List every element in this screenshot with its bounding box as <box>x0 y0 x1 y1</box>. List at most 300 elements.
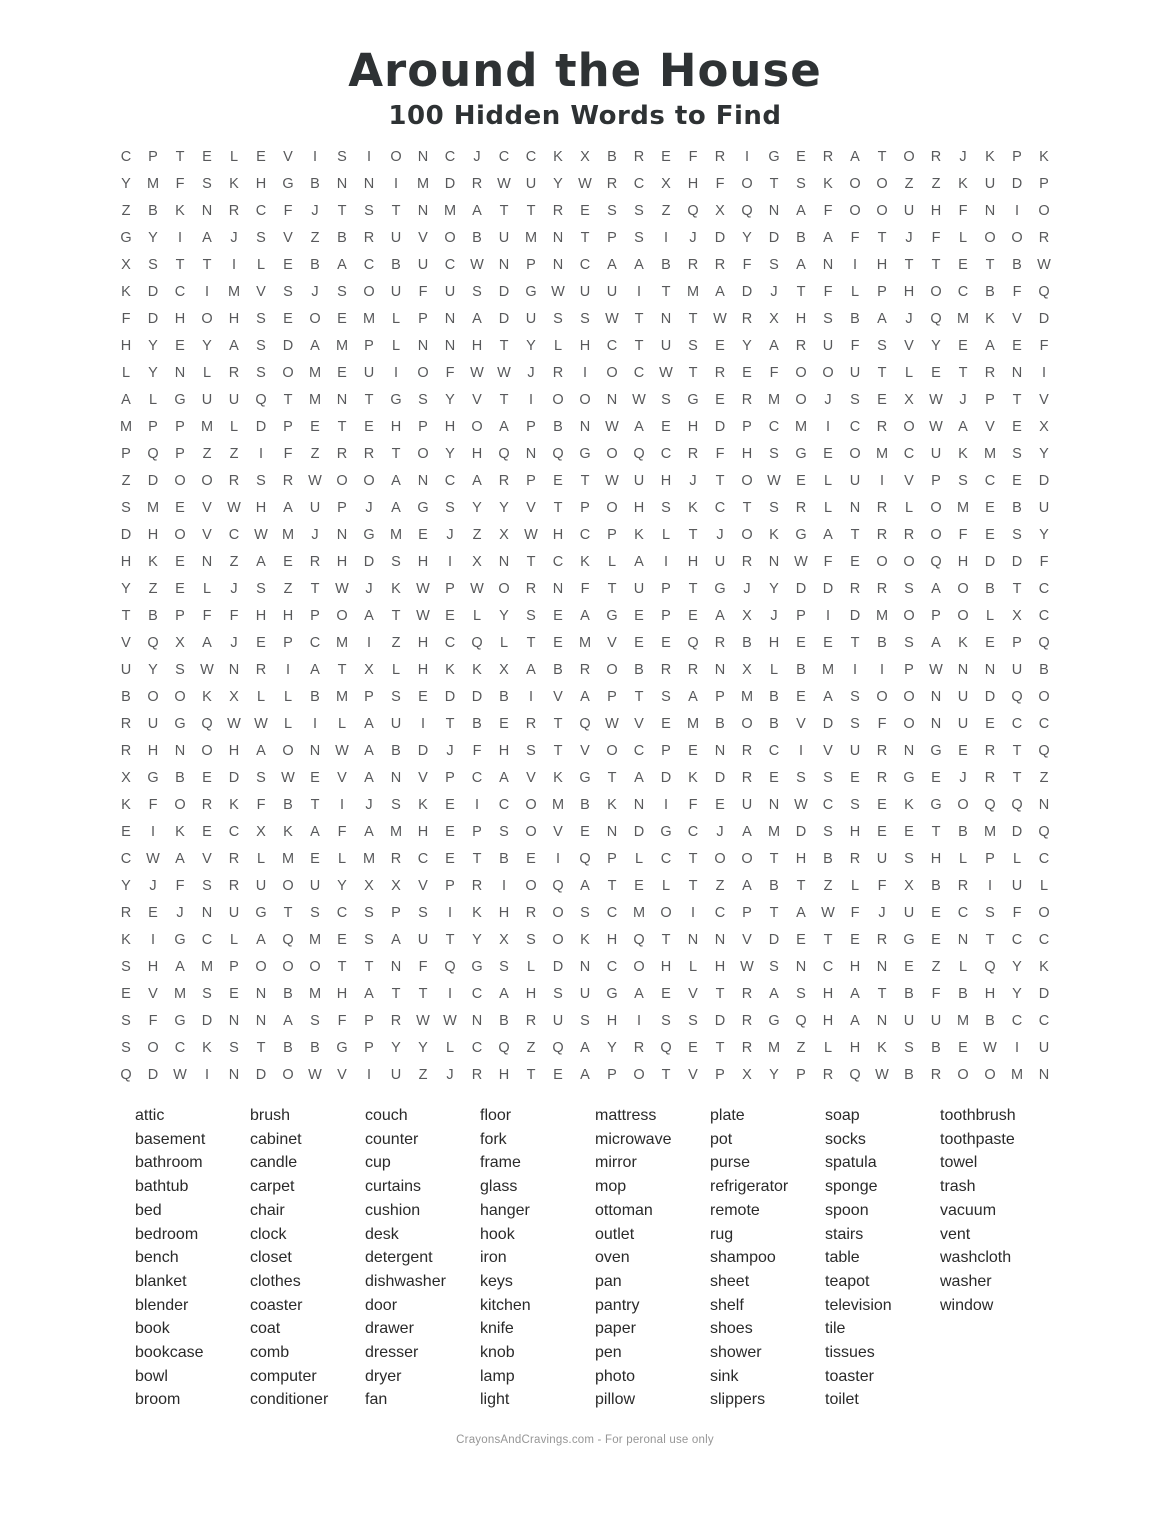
grid-letter: S <box>661 1012 671 1029</box>
grid-letter: H <box>255 175 267 192</box>
grid-letter: S <box>958 472 968 489</box>
grid-letter: H <box>741 445 753 462</box>
grid-letter: O <box>930 283 942 300</box>
grid-letter: P <box>364 337 374 354</box>
grid-letter: G <box>282 175 294 192</box>
grid-letter: U <box>228 904 240 921</box>
grid-letter: F <box>958 202 968 219</box>
grid-letter: U <box>390 229 402 246</box>
grid-letter: A <box>364 715 374 732</box>
grid-row <box>113 251 1058 278</box>
grid-letter: P <box>1012 634 1022 651</box>
grid-letter: T <box>526 634 536 651</box>
grid-letter: E <box>445 823 455 840</box>
word-list-column <box>365 1104 480 1412</box>
grid-letter: T <box>850 634 860 651</box>
grid-letter: A <box>580 877 590 894</box>
grid-letter: R <box>795 499 807 516</box>
grid-letter: H <box>147 958 159 975</box>
grid-letter: H <box>957 553 969 570</box>
grid-letter: G <box>930 742 942 759</box>
grid-letter: T <box>1012 742 1022 759</box>
grid-letter: L <box>472 607 482 624</box>
word-item: bookcase <box>135 1344 204 1362</box>
grid-letter: B <box>715 715 725 732</box>
grid-letter: S <box>121 499 131 516</box>
grid-letter: V <box>337 769 347 786</box>
grid-letter: Z <box>229 445 239 462</box>
word-item: pantry <box>595 1296 640 1314</box>
grid-letter: D <box>714 1012 726 1029</box>
grid-letter: R <box>525 715 537 732</box>
grid-letter: X <box>499 526 509 543</box>
grid-letter: R <box>282 472 294 489</box>
grid-letter: N <box>552 256 564 273</box>
grid-letter: V <box>796 715 806 732</box>
grid-letter: Q <box>633 931 645 948</box>
grid-letter: D <box>822 580 834 597</box>
grid-letter: W <box>200 661 214 678</box>
grid-letter: H <box>633 499 645 516</box>
grid-letter: O <box>957 796 969 813</box>
grid-letter: U <box>309 499 321 516</box>
grid-letter: I <box>501 877 507 894</box>
grid-letter: R <box>876 931 888 948</box>
grid-letter: D <box>984 688 996 705</box>
grid-letter: N <box>984 202 996 219</box>
grid-letter: C <box>849 418 861 435</box>
grid-letter: A <box>742 877 752 894</box>
grid-letter: B <box>850 310 860 327</box>
grid-letter: K <box>121 283 131 300</box>
grid-letter: V <box>688 1066 698 1083</box>
grid-letter: U <box>498 229 510 246</box>
grid-letter: W <box>875 1066 889 1083</box>
grid-letter: S <box>121 1039 131 1056</box>
grid-letter: L <box>958 229 968 246</box>
grid-letter: S <box>661 391 671 408</box>
grid-letter: P <box>661 742 671 759</box>
grid-letter: N <box>957 661 969 678</box>
grid-letter: R <box>1038 229 1050 246</box>
grid-letter: E <box>553 472 563 489</box>
grid-letter: Y <box>148 337 158 354</box>
grid-letter: I <box>231 256 237 273</box>
grid-letter: Q <box>741 202 753 219</box>
grid-letter: F <box>715 445 725 462</box>
grid-letter: X <box>580 148 590 165</box>
grid-letter: A <box>391 931 401 948</box>
word-item: couch <box>365 1107 408 1124</box>
grid-row <box>113 737 1058 764</box>
grid-letter: H <box>120 553 132 570</box>
grid-letter: T <box>904 256 914 273</box>
grid-letter: A <box>499 769 509 786</box>
grid-letter: N <box>1038 1066 1050 1083</box>
grid-letter: C <box>606 904 618 921</box>
grid-letter: F <box>202 607 212 624</box>
grid-letter: O <box>741 175 753 192</box>
grid-letter: I <box>852 256 858 273</box>
grid-letter: R <box>984 364 996 381</box>
grid-letter: C <box>1038 607 1050 624</box>
grid-letter: J <box>365 580 373 597</box>
grid-letter: G <box>903 769 915 786</box>
grid-letter: W <box>227 715 241 732</box>
grid-letter: A <box>715 283 725 300</box>
grid-letter: A <box>688 688 698 705</box>
grid-row <box>113 710 1058 737</box>
grid-letter: Z <box>229 553 239 570</box>
grid-letter: A <box>364 769 374 786</box>
grid-letter: P <box>742 904 752 921</box>
grid-letter: O <box>606 499 618 516</box>
word-item: fork <box>480 1130 507 1148</box>
grid-letter: L <box>391 661 401 678</box>
grid-letter: N <box>660 310 672 327</box>
grid-letter: X <box>121 256 131 273</box>
grid-letter: J <box>770 283 778 300</box>
grid-letter: U <box>444 283 456 300</box>
grid-letter: C <box>1011 715 1023 732</box>
grid-letter: Z <box>202 445 212 462</box>
grid-letter: W <box>335 580 349 597</box>
word-list-column <box>250 1104 365 1412</box>
grid-letter: T <box>445 715 455 732</box>
grid-letter: H <box>471 445 483 462</box>
grid-letter: S <box>850 796 860 813</box>
grid-letter: O <box>282 364 294 381</box>
grid-letter: O <box>903 607 915 624</box>
grid-letter: M <box>551 796 565 813</box>
grid-letter: P <box>931 472 941 489</box>
grid-letter: S <box>256 229 266 246</box>
grid-letter: M <box>281 526 295 543</box>
grid-letter: U <box>876 850 888 867</box>
grid-letter: H <box>930 202 942 219</box>
grid-letter: Z <box>472 526 482 543</box>
grid-letter: L <box>391 337 401 354</box>
grid-letter: R <box>741 742 753 759</box>
grid-letter: C <box>714 904 726 921</box>
grid-letter: A <box>202 634 212 651</box>
grid-letter: E <box>202 823 212 840</box>
grid-letter: G <box>687 391 699 408</box>
grid-letter: P <box>904 661 914 678</box>
word-item: desk <box>365 1225 399 1243</box>
grid-letter: S <box>769 445 779 462</box>
grid-letter: I <box>285 661 291 678</box>
grid-letter: G <box>579 445 591 462</box>
grid-letter: W <box>254 526 268 543</box>
grid-letter: M <box>146 499 160 516</box>
grid-letter: G <box>120 229 132 246</box>
grid-letter: J <box>230 634 238 651</box>
grid-letter: S <box>796 985 806 1002</box>
grid-letter: V <box>526 499 536 516</box>
grid-letter: E <box>202 148 212 165</box>
grid-letter: Y <box>553 175 563 192</box>
grid-letter: S <box>364 202 374 219</box>
grid-letter: N <box>174 742 186 759</box>
grid-letter: F <box>445 364 455 381</box>
grid-letter: K <box>580 553 590 570</box>
grid-letter: M <box>524 229 538 246</box>
grid-letter: U <box>228 391 240 408</box>
grid-letter: U <box>390 715 402 732</box>
grid-letter: D <box>147 310 159 327</box>
grid-letter: R <box>984 769 996 786</box>
word-item: table <box>825 1249 860 1267</box>
grid-letter: M <box>389 526 403 543</box>
word-item: counter <box>365 1130 419 1148</box>
grid-letter: M <box>794 418 808 435</box>
grid-letter: F <box>418 958 428 975</box>
grid-row <box>113 143 1058 170</box>
grid-letter: J <box>770 607 778 624</box>
grid-letter: R <box>120 742 132 759</box>
grid-letter: T <box>823 931 833 948</box>
grid-letter: X <box>769 310 779 327</box>
word-item: shelf <box>710 1296 744 1314</box>
grid-letter: F <box>1012 904 1022 921</box>
word-item: outlet <box>595 1225 635 1243</box>
grid-letter: H <box>876 256 888 273</box>
grid-letter: T <box>715 1039 725 1056</box>
grid-letter: C <box>606 958 618 975</box>
grid-letter: M <box>200 418 214 435</box>
grid-letter: L <box>445 1039 455 1056</box>
grid-letter: U <box>714 553 726 570</box>
grid-letter: H <box>822 985 834 1002</box>
grid-letter: M <box>362 850 376 867</box>
grid-letter: E <box>553 607 563 624</box>
grid-letter: Q <box>687 634 699 651</box>
grid-letter: L <box>985 607 995 624</box>
grid-letter: S <box>526 742 536 759</box>
grid-letter: R <box>228 472 240 489</box>
word-item: coaster <box>250 1296 303 1314</box>
grid-letter: C <box>525 148 537 165</box>
grid-letter: R <box>741 769 753 786</box>
grid-letter: Z <box>796 1039 806 1056</box>
grid-letter: N <box>390 769 402 786</box>
grid-letter: X <box>904 877 914 894</box>
grid-letter: S <box>634 202 644 219</box>
grid-letter: T <box>796 877 806 894</box>
grid-letter: J <box>959 391 967 408</box>
grid-letter: N <box>228 1066 240 1083</box>
grid-letter: Y <box>607 1039 617 1056</box>
grid-letter: T <box>688 310 698 327</box>
grid-letter: A <box>580 1066 590 1083</box>
grid-letter: T <box>931 256 941 273</box>
grid-letter: W <box>227 499 241 516</box>
grid-letter: X <box>742 1066 752 1083</box>
grid-letter: J <box>446 1066 454 1083</box>
grid-letter: U <box>579 283 591 300</box>
grid-letter: A <box>364 985 374 1002</box>
grid-letter: O <box>876 688 888 705</box>
word-item: drawer <box>365 1320 414 1338</box>
grid-letter: G <box>255 904 267 921</box>
grid-letter: T <box>337 661 347 678</box>
word-item: toothbrush <box>940 1107 1016 1124</box>
grid-letter: O <box>606 742 618 759</box>
grid-letter: R <box>876 499 888 516</box>
grid-letter: C <box>471 769 483 786</box>
grid-row <box>113 764 1058 791</box>
grid-letter: P <box>283 418 293 435</box>
grid-letter: N <box>498 553 510 570</box>
grid-letter: H <box>525 985 537 1002</box>
grid-letter: F <box>769 364 779 381</box>
grid-letter: M <box>686 715 700 732</box>
grid-letter: B <box>958 985 968 1002</box>
word-item: microwave <box>595 1130 672 1148</box>
grid-letter: Z <box>715 877 725 894</box>
grid-letter: D <box>633 823 645 840</box>
grid-letter: R <box>471 1066 483 1083</box>
grid-letter: E <box>769 769 779 786</box>
grid-letter: C <box>1038 1012 1050 1029</box>
grid-letter: P <box>337 499 347 516</box>
grid-letter: K <box>121 931 131 948</box>
grid-letter: O <box>903 553 915 570</box>
grid-letter: R <box>228 364 240 381</box>
grid-letter: A <box>391 499 401 516</box>
grid-letter: L <box>661 877 671 894</box>
grid-letter: T <box>310 580 320 597</box>
grid-letter: K <box>985 148 995 165</box>
grid-letter: A <box>580 607 590 624</box>
grid-letter: A <box>796 202 806 219</box>
word-item: ottoman <box>595 1201 653 1219</box>
grid-letter: P <box>364 1012 374 1029</box>
grid-letter: Y <box>1039 526 1049 543</box>
word-item: blender <box>135 1296 189 1314</box>
grid-letter: G <box>768 1012 780 1029</box>
grid-letter: L <box>229 931 239 948</box>
grid-letter: E <box>715 391 725 408</box>
grid-letter: I <box>393 175 399 192</box>
grid-letter: S <box>337 283 347 300</box>
grid-letter: D <box>1038 310 1050 327</box>
grid-letter: X <box>364 661 374 678</box>
word-item: basement <box>135 1130 206 1148</box>
grid-row <box>113 197 1058 224</box>
grid-letter: B <box>607 148 617 165</box>
word-item: socks <box>825 1130 866 1148</box>
grid-letter: U <box>201 391 213 408</box>
grid-letter: S <box>634 229 644 246</box>
grid-letter: K <box>985 310 995 327</box>
grid-letter: F <box>148 796 158 813</box>
word-item: slippers <box>710 1391 766 1409</box>
grid-letter: G <box>930 796 942 813</box>
grid-letter: F <box>229 607 239 624</box>
grid-row <box>113 386 1058 413</box>
grid-letter: M <box>335 688 349 705</box>
grid-letter: B <box>1039 661 1049 678</box>
grid-letter: W <box>443 1012 457 1029</box>
grid-letter: M <box>281 850 295 867</box>
grid-letter: Z <box>310 229 320 246</box>
grid-letter: O <box>174 688 186 705</box>
grid-letter: W <box>821 904 835 921</box>
grid-letter: K <box>904 796 914 813</box>
grid-letter: C <box>444 634 456 651</box>
grid-letter: W <box>713 310 727 327</box>
grid-letter: E <box>850 931 860 948</box>
word-item: bed <box>135 1201 162 1219</box>
grid-row <box>113 467 1058 494</box>
grid-letter: D <box>849 607 861 624</box>
grid-letter: J <box>527 364 535 381</box>
grid-letter: E <box>121 985 131 1002</box>
grid-letter: Q <box>1038 283 1050 300</box>
word-item: window <box>940 1296 994 1314</box>
grid-letter: B <box>175 769 185 786</box>
grid-letter: R <box>363 229 375 246</box>
grid-row <box>113 872 1058 899</box>
grid-letter: A <box>985 337 995 354</box>
grid-letter: E <box>526 850 536 867</box>
grid-letter: K <box>472 661 482 678</box>
grid-letter: E <box>661 418 671 435</box>
grid-letter: O <box>282 1066 294 1083</box>
grid-letter: E <box>580 202 590 219</box>
grid-letter: Y <box>769 1066 779 1083</box>
grid-letter: O <box>903 715 915 732</box>
grid-letter: I <box>1041 364 1047 381</box>
grid-letter: O <box>849 445 861 462</box>
grid-letter: C <box>1011 1012 1023 1029</box>
grid-letter: U <box>147 715 159 732</box>
grid-letter: R <box>876 769 888 786</box>
grid-letter: A <box>364 742 374 759</box>
grid-letter: F <box>283 445 293 462</box>
grid-letter: U <box>849 742 861 759</box>
grid-letter: J <box>824 391 832 408</box>
grid-letter: C <box>552 553 564 570</box>
grid-letter: Q <box>147 634 159 651</box>
grid-letter: R <box>714 634 726 651</box>
grid-letter: B <box>148 607 158 624</box>
grid-letter: D <box>147 283 159 300</box>
grid-letter: B <box>121 688 131 705</box>
grid-letter: E <box>1012 418 1022 435</box>
grid-letter: Y <box>769 580 779 597</box>
grid-letter: K <box>580 931 590 948</box>
grid-letter: X <box>472 553 482 570</box>
word-item: mirror <box>595 1154 637 1172</box>
grid-letter: X <box>391 877 401 894</box>
grid-letter: R <box>390 850 402 867</box>
grid-letter: Q <box>795 1012 807 1029</box>
grid-letter: Y <box>472 931 482 948</box>
grid-letter: I <box>744 148 750 165</box>
grid-letter: F <box>850 229 860 246</box>
grid-letter: Q <box>633 445 645 462</box>
grid-letter: Q <box>552 1039 564 1056</box>
grid-letter: I <box>339 796 345 813</box>
grid-letter: S <box>769 958 779 975</box>
grid-letter: I <box>150 823 156 840</box>
grid-letter: E <box>931 931 941 948</box>
grid-letter: O <box>633 958 645 975</box>
grid-letter: E <box>445 607 455 624</box>
